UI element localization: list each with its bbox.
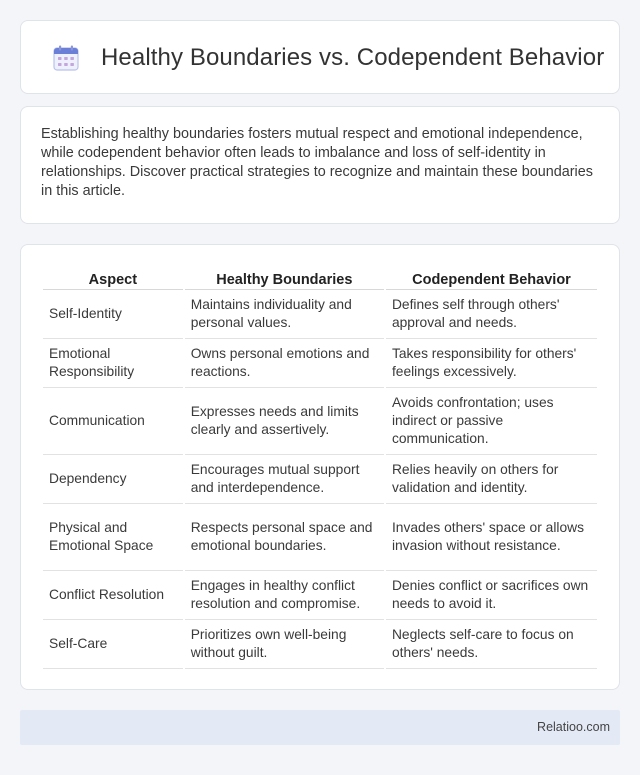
table-row bbox=[43, 455, 597, 504]
column-header-healthy: Healthy Boundaries bbox=[185, 265, 384, 290]
cell-aspect: Dependency bbox=[43, 455, 183, 504]
cell-codependent: Takes responsibility for others' feelings excessively. bbox=[386, 339, 597, 388]
cell-aspect: Physical and Emotional Space bbox=[43, 504, 183, 571]
footer-bar bbox=[20, 710, 620, 745]
cell-healthy: Maintains individuality and personal values. bbox=[185, 290, 384, 339]
table-row bbox=[43, 504, 597, 571]
table-row bbox=[43, 620, 597, 669]
cell-codependent: Denies conflict or sacrifices own needs to avoid it. bbox=[386, 571, 597, 620]
cell-healthy: Prioritizes own well-being without guilt. bbox=[185, 620, 384, 669]
cell-codependent: Invades others' space or allows invasion without resistance. bbox=[386, 504, 597, 571]
cell-healthy: Owns personal emotions and reactions. bbox=[185, 339, 384, 388]
cell-aspect: Self-Identity bbox=[43, 290, 183, 339]
cell-healthy: Respects personal space and emotional boundaries. bbox=[185, 504, 384, 571]
cell-codependent: Avoids confrontation; uses indirect or passive communication. bbox=[386, 388, 597, 455]
column-header-codependent: Codependent Behavior bbox=[386, 265, 597, 290]
cell-healthy: Expresses needs and limits clearly and assertively. bbox=[185, 388, 384, 455]
comparison-card bbox=[20, 244, 620, 690]
intro-card bbox=[20, 106, 620, 224]
table-row bbox=[43, 388, 597, 455]
table-row bbox=[43, 339, 597, 388]
table-header-row bbox=[43, 265, 597, 290]
cell-healthy: Engages in healthy conflict resolution and compromise. bbox=[185, 571, 384, 620]
cell-codependent: Defines self through others' approval and needs. bbox=[386, 290, 597, 339]
cell-aspect: Communication bbox=[43, 388, 183, 455]
cell-healthy: Encourages mutual support and interdependence. bbox=[185, 455, 384, 504]
cell-codependent: Relies heavily on others for validation and identity. bbox=[386, 455, 597, 504]
cell-codependent: Neglects self-care to focus on others' needs. bbox=[386, 620, 597, 669]
intro-text: Establishing healthy boundaries fosters mutual respect and emotional independence, while codependent behavior often leads to imbalance and loss of self-identity in relationships. Discover practical strategies to recognize and maintain these boundaries in this article. bbox=[41, 126, 593, 199]
footer-site-link[interactable]: Relatioo.com bbox=[537, 720, 610, 734]
calendar-icon bbox=[51, 43, 81, 73]
cell-aspect: Self-Care bbox=[43, 620, 183, 669]
table-row bbox=[43, 571, 597, 620]
page-title: Healthy Boundaries vs. Codependent Behavior bbox=[101, 44, 605, 71]
cell-aspect: Conflict Resolution bbox=[43, 571, 183, 620]
comparison-table bbox=[41, 265, 599, 669]
column-header-aspect: Aspect bbox=[43, 265, 183, 290]
header-card bbox=[20, 20, 620, 94]
cell-aspect: Emotional Responsibility bbox=[43, 339, 183, 388]
table-row bbox=[43, 290, 597, 339]
